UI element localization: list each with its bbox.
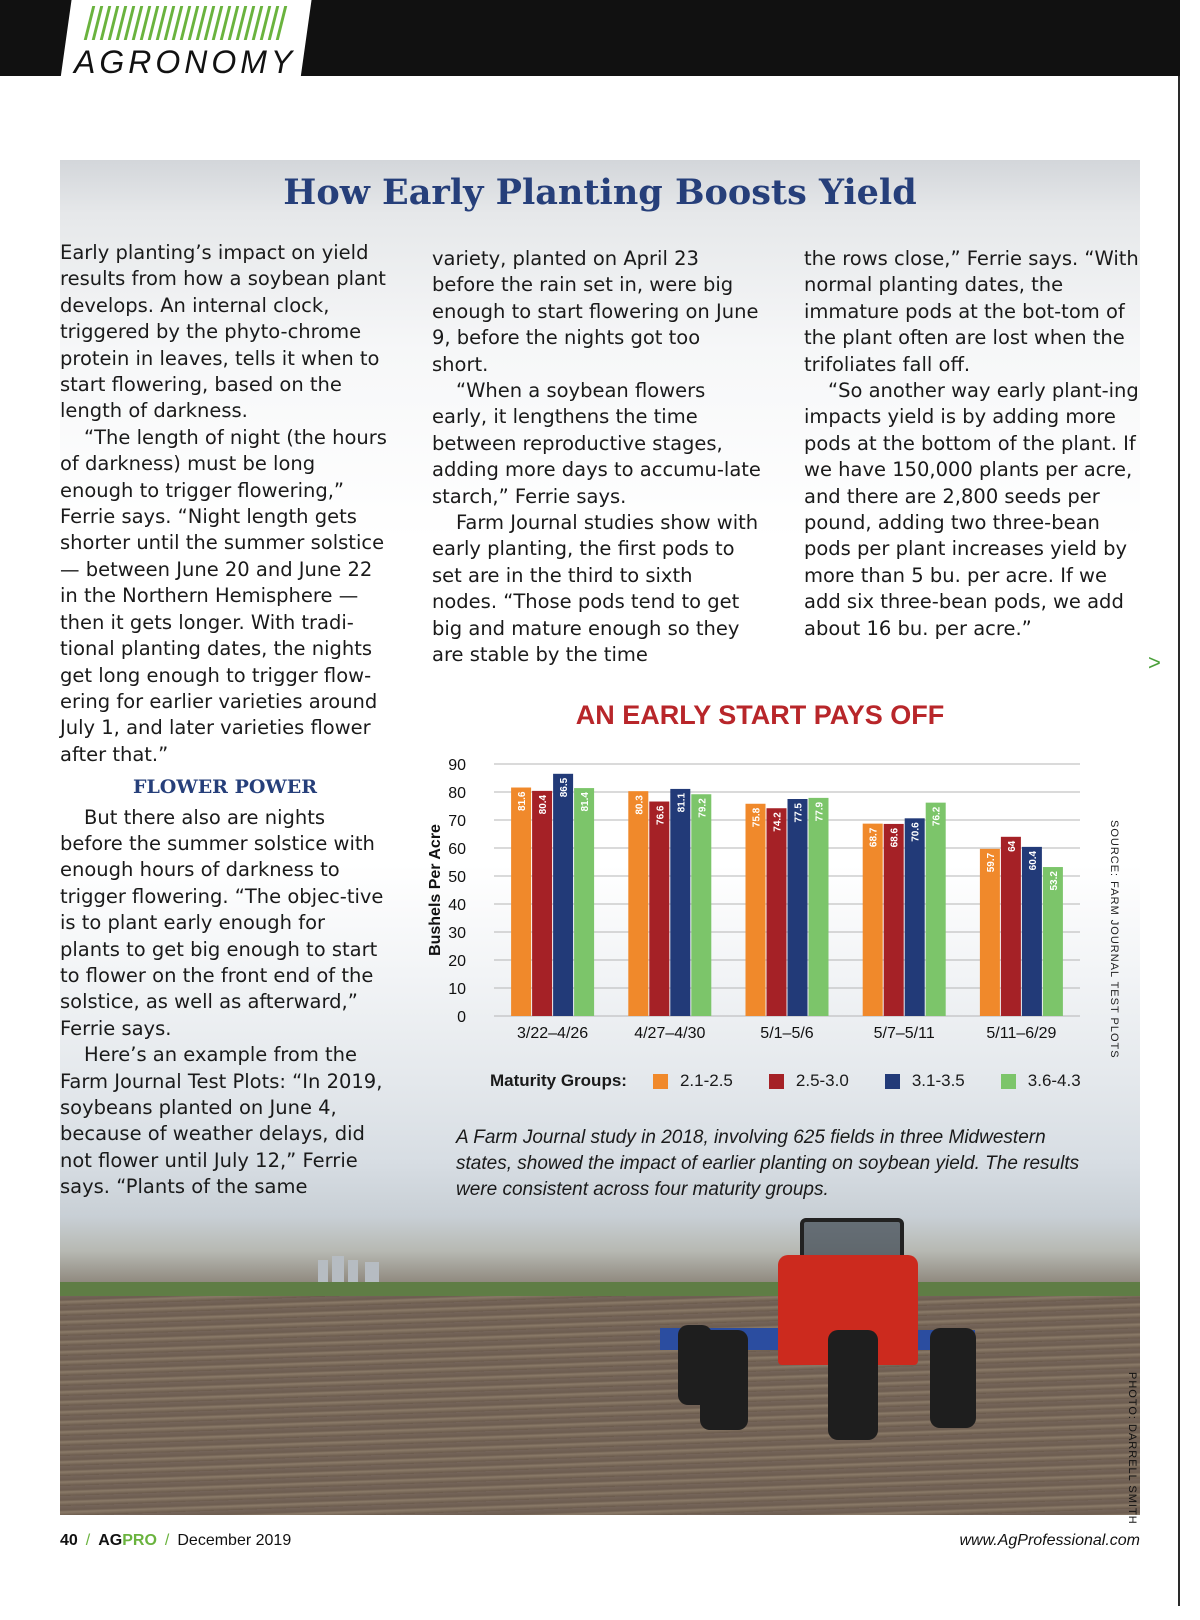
col1-paragraph-4: Here’s an example from the Farm Journal Test Plots: “In 2019, soybeans planted on June 4, because of weather delays, did not flower until July 12,” Ferrie says. “Plants of the same (60, 1043, 383, 1199)
y-tick-label: 40 (448, 897, 466, 914)
legend-swatch-1 (653, 1074, 668, 1089)
bar (574, 788, 594, 1016)
bar (1001, 837, 1021, 1016)
page-number: 40 (60, 1532, 78, 1549)
bar (1022, 847, 1042, 1016)
legend-item-4 (1001, 1071, 1081, 1091)
bar (788, 799, 808, 1016)
bar (511, 788, 531, 1016)
bar-value-label: 76.6 (655, 805, 667, 825)
text-column-3 (804, 246, 1139, 642)
legend-swatch-2 (769, 1074, 784, 1089)
photo-credit: PHOTO: DARRELL SMITH (1126, 1372, 1138, 1525)
article-title: How Early Planting Boosts Yield (283, 172, 917, 213)
tree-line (60, 1282, 1140, 1296)
bar-value-label: 60.4 (1027, 850, 1039, 871)
y-tick-label: 20 (448, 953, 466, 970)
bar-value-label: 80.4 (538, 794, 550, 815)
x-tick-label: 5/1–5/6 (760, 1025, 814, 1042)
y-tick-label: 90 (448, 757, 466, 774)
bar-value-label: 64 (1006, 840, 1018, 852)
bar (553, 774, 573, 1016)
col1-paragraph-1: Early planting’s impact on yield results from how a soybean plant develops. An internal clock, triggered by the phyto-chrome protein in leaves, tells it when to start flowering, based on the length of darkness. (60, 241, 386, 423)
bar (884, 824, 904, 1016)
bar (649, 802, 669, 1016)
x-tick-label: 5/11–6/29 (986, 1025, 1057, 1042)
magazine-name-ag: AG (98, 1532, 123, 1549)
legend-item-1 (653, 1071, 733, 1091)
chart-title: AN EARLY START PAYS OFF (575, 700, 945, 730)
bar (628, 791, 648, 1016)
bar-value-label: 77.9 (814, 801, 826, 822)
folio-separator: / (85, 1532, 91, 1549)
y-tick-label: 10 (448, 981, 466, 998)
y-tick-label: 70 (448, 813, 466, 830)
col1-paragraph-2: “The length of night (the hours of darkness) must be long enough to trigger flowering,” Ferrie says. “Night length gets shorter until the summer solstice — between June 20 and June 22 in the Northern Hemisphere — then it gets longer. With tradi-tional planting dates, the nights get long enough to trigger flow-ering for earlier varieties around July 1, and later varieties flower after that.” (60, 425, 387, 766)
legend-swatch-4 (1001, 1074, 1016, 1089)
text-column-2 (432, 246, 762, 669)
bar-value-label: 77.5 (793, 803, 805, 823)
bar-value-label: 74.2 (772, 812, 784, 832)
x-tick-label: 5/7–5/11 (873, 1025, 935, 1042)
legend-label-4: 3.6-4.3 (1027, 1071, 1081, 1090)
bar (809, 798, 829, 1016)
section-stripes (88, 6, 293, 40)
bar-value-label: 68.7 (868, 827, 880, 848)
bar (905, 818, 925, 1016)
continue-arrow-icon: > (1148, 650, 1161, 675)
col3-paragraph-1: the rows close,” Ferrie says. “With normal planting dates, the immature pods at the bot-tom of the plant often are lost when the trifoliates fall off. (804, 247, 1139, 376)
legend-swatch-3 (885, 1074, 900, 1089)
y-tick-label: 0 (457, 1009, 466, 1026)
legend-title: Maturity Groups: (490, 1071, 627, 1090)
legend-item-3 (885, 1071, 965, 1091)
legend-label-1: 2.1-2.5 (679, 1071, 733, 1090)
issue-date: December 2019 (177, 1532, 292, 1549)
col3-paragraph-2: “So another way early plant-ing impacts yield is by adding more pods at the bottom of the plant. If we have 150,000 plants per acre, and there are 2,800 seeds per pound, adding two three-bean pods per plant increases yield by more than 5 bu. per acre. If we add six three-bean pods, we add about 16 bu. per acre.” (804, 379, 1139, 640)
bar (767, 808, 787, 1016)
y-tick-label: 80 (448, 785, 466, 802)
col2-paragraph-2: “When a soybean flowers early, it lengthens the time between reproductive stages, adding more days to accumu-late starch,” Ferrie says. (432, 379, 761, 508)
folio-separator-2: / (164, 1532, 170, 1549)
bar-value-label: 75.8 (751, 807, 763, 828)
bar-value-label: 53.2 (1048, 871, 1060, 891)
plowed-field (60, 1296, 1140, 1515)
subhead-flower-power: FLOWER POWER (132, 776, 318, 799)
bar (746, 804, 766, 1016)
col2-paragraph-3: Farm Journal studies show with early planting, the first pods to set are in the third to sixth nodes. “Those pods tend to get big and mature enough so they are stable by the time (432, 511, 759, 667)
bar (926, 803, 946, 1016)
section-label: AGRONOMY (74, 44, 297, 80)
bar (863, 824, 883, 1016)
y-axis-label: Bushels Per Acre (427, 824, 444, 956)
chart-caption: A Farm Journal study in 2018, involving 625 fields in three Midwestern states, showed the impact of earlier planting on soybean yield. The results were consistent across four maturity groups. (456, 1127, 1080, 1200)
bar (980, 849, 1000, 1016)
bar-value-label: 70.6 (910, 822, 922, 842)
bar-value-label: 79.2 (697, 798, 709, 818)
bar-value-label: 76.2 (931, 806, 943, 827)
col1-paragraph-3: But there also are nights before the summer solstice with enough hours of darkness to trigger flowering. “The objec-tive is to plant early enough for plants to get big enough to start to flower on the front end of the solstice, as well as afterward,” Ferrie says. (60, 805, 384, 1040)
bar-value-label: 81.1 (676, 792, 688, 813)
x-tick-label: 4/27–4/30 (634, 1025, 706, 1042)
bar-chart (420, 740, 1120, 1060)
bar (532, 791, 552, 1016)
bar-value-label: 59.7 (985, 852, 997, 873)
magazine-name-pro: PRO (122, 1532, 157, 1549)
footer-url[interactable]: www.AgProfessional.com (959, 1532, 1140, 1549)
x-tick-label: 3/22–4/26 (517, 1025, 589, 1042)
legend-label-2: 2.5-3.0 (795, 1071, 849, 1090)
footer-folio (60, 1532, 291, 1550)
text-column-1 (60, 240, 390, 1201)
bar-value-label: 86.5 (559, 777, 571, 798)
y-tick-label: 50 (448, 869, 466, 886)
bar-value-label: 80.3 (634, 795, 646, 815)
legend-label-3: 3.1-3.5 (911, 1071, 965, 1090)
col2-paragraph-1: variety, planted on April 23 before the rain set in, were big enough to start flowering on June 9, before the nights got too short. (432, 247, 759, 376)
legend-item-2 (769, 1071, 849, 1091)
bar-value-label: 68.6 (889, 827, 901, 848)
chart-source: SOURCE: FARM JOURNAL TEST PLOTS (1108, 820, 1120, 1059)
chart-legend (490, 1071, 1117, 1091)
bar-value-label: 81.6 (517, 791, 529, 811)
bar (670, 789, 690, 1016)
right-rule (1178, 76, 1180, 1606)
bar (691, 794, 711, 1016)
bar-value-label: 81.4 (580, 792, 592, 812)
y-tick-label: 60 (448, 841, 466, 858)
y-tick-label: 30 (448, 925, 466, 942)
